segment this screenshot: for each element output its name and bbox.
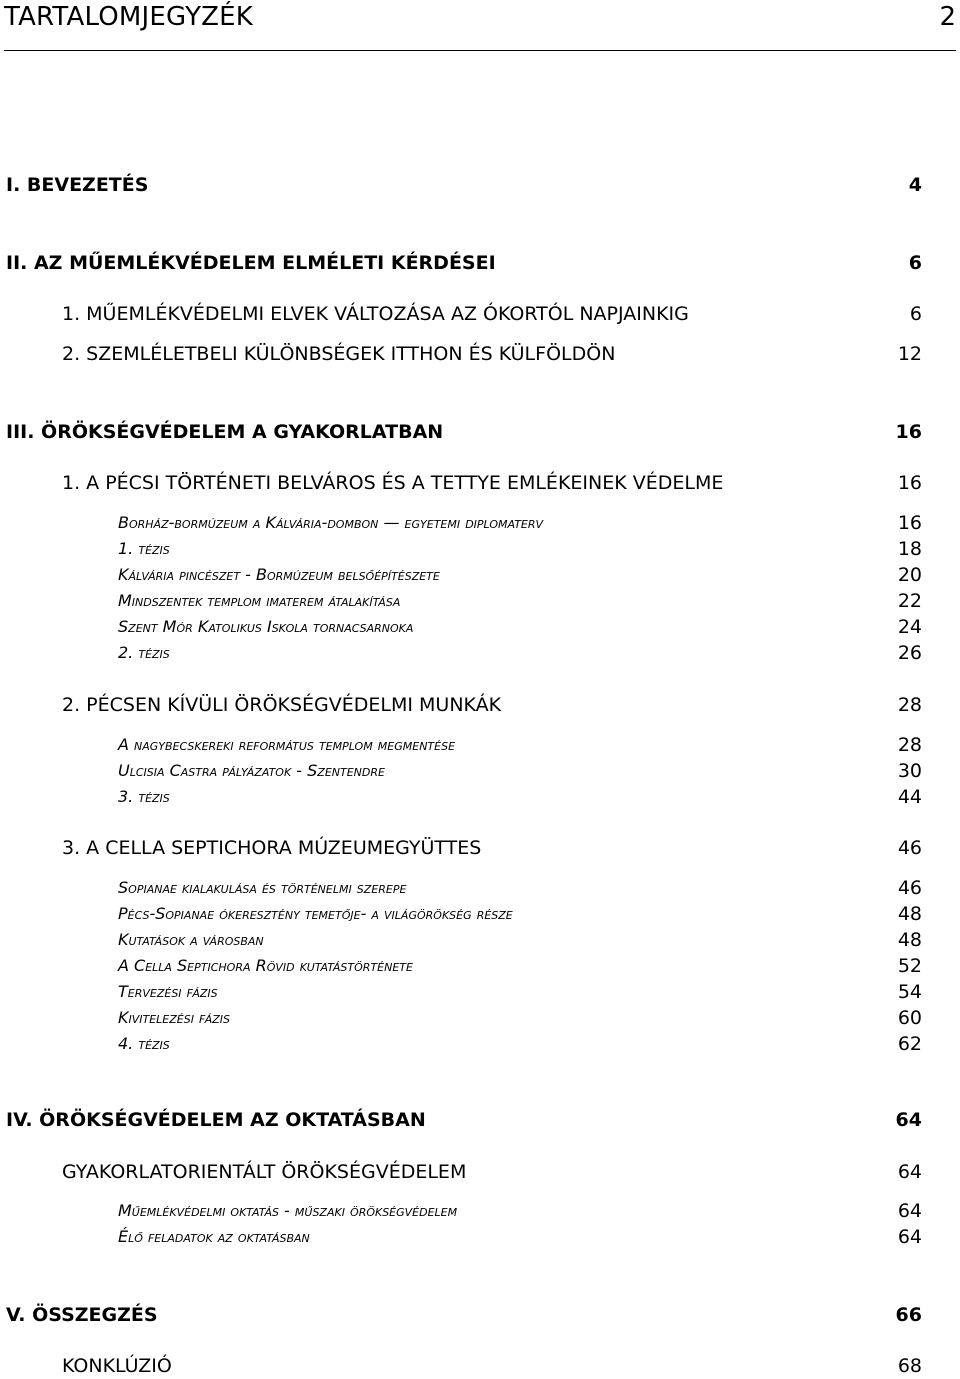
toc-entry[interactable] <box>0 1107 960 1133</box>
toc-entry[interactable] <box>0 614 960 640</box>
toc-entry-title: 3. A CELLA SEPTICHORA MÚZEUMEGYÜTTES <box>62 837 482 859</box>
toc-entry[interactable] <box>0 901 960 927</box>
toc-entry-title: KONKLÚZIÓ <box>62 1355 172 1377</box>
toc-entry[interactable] <box>0 1159 960 1185</box>
toc-entry-title: Kálvária pincészet - Bormúzeum belsőépítészete <box>118 565 440 584</box>
page-number: 2 <box>939 2 956 32</box>
toc-entry-title: Szent Mór Katolikus Iskola tornacsarnoka <box>118 617 414 636</box>
toc-entry-page: 48 <box>897 903 922 925</box>
toc-entry-title: Borház-bormúzeum a Kálvária-dombon — egyetemi diplomaterv <box>118 513 544 532</box>
toc-entry-title: Sopianae kialakulása és történelmi szerepe <box>118 878 407 897</box>
toc-header <box>0 0 960 54</box>
toc-entry-title: I. BEVEZETÉS <box>6 174 149 196</box>
toc-entry[interactable] <box>0 536 960 562</box>
toc-entry-title: Tervezési fázis <box>118 982 218 1001</box>
toc-entry-page: 12 <box>897 343 922 365</box>
toc-entry[interactable] <box>0 250 960 276</box>
toc-entry-title: II. AZ MŰEMLÉKVÉDELEM ELMÉLETI KÉRDÉSEI <box>6 252 496 274</box>
toc-entry-title: 1. MŰEMLÉKVÉDELMI ELVEK VÁLTOZÁSA AZ ÓKORTÓL NAPJAINKIG <box>62 303 689 325</box>
toc-entry[interactable] <box>0 732 960 758</box>
toc-entry-title: Kivitelezési fázis <box>118 1008 231 1027</box>
toc-entry-page: 62 <box>897 1033 922 1055</box>
toc-entry[interactable] <box>0 979 960 1005</box>
toc-entry[interactable] <box>0 1353 960 1379</box>
toc-entry[interactable] <box>0 835 960 861</box>
toc-entry[interactable] <box>0 301 960 327</box>
toc-entry[interactable] <box>0 1198 960 1224</box>
toc-entry-title: III. ÖRÖKSÉGVÉDELEM A GYAKORLATBAN <box>6 421 444 443</box>
toc-entry-title: Kutatások a városban <box>118 930 264 949</box>
toc-entry[interactable] <box>0 640 960 666</box>
toc-entry-title: A Cella Septichora Rövid kutatástörténete <box>118 956 413 975</box>
toc-entry[interactable] <box>0 341 960 367</box>
toc-entry[interactable] <box>0 875 960 901</box>
toc-entry-title: 3. tézis <box>118 787 170 806</box>
toc-entry-page: 48 <box>897 929 922 951</box>
toc-entry[interactable] <box>0 588 960 614</box>
toc-entry[interactable] <box>0 1005 960 1031</box>
toc-entry[interactable] <box>0 510 960 536</box>
toc-entry-title: 2. tézis <box>118 643 170 662</box>
toc-entry-title: IV. ÖRÖKSÉGVÉDELEM AZ OKTATÁSBAN <box>6 1109 426 1131</box>
toc-entry[interactable] <box>0 470 960 496</box>
toc-entry-title: 1. A PÉCSI TÖRTÉNETI BELVÁROS ÉS A TETTYE EMLÉKEINEK VÉDELME <box>62 472 724 494</box>
toc-entry-page: 28 <box>897 694 922 716</box>
toc-entry-page: 66 <box>895 1304 922 1326</box>
toc-entry[interactable] <box>0 562 960 588</box>
toc-entry-title: Műemlékvédelmi oktatás - műszaki örökségvédelem <box>118 1201 458 1220</box>
toc-entry-page: 46 <box>897 837 922 859</box>
toc-entry-page: 30 <box>897 760 922 782</box>
toc-entry-page: 60 <box>897 1007 922 1029</box>
toc-entry-page: 64 <box>897 1200 922 1222</box>
toc-entry[interactable] <box>0 1224 960 1250</box>
toc-entry-page: 24 <box>897 616 922 638</box>
toc-entry-page: 20 <box>897 564 922 586</box>
toc-entry[interactable] <box>0 1031 960 1057</box>
toc-entry-title: Élő feladatok az oktatásban <box>118 1227 310 1246</box>
toc-entry-page: 44 <box>897 786 922 808</box>
toc-entry-page: 68 <box>897 1355 922 1377</box>
toc-entry[interactable] <box>0 927 960 953</box>
toc-entry-page: 16 <box>895 421 922 443</box>
toc-entry-page: 64 <box>895 1109 922 1131</box>
toc-entry-page: 28 <box>897 734 922 756</box>
page-title: TARTALOMJEGYZÉK <box>4 2 254 32</box>
toc-entry-title: A nagybecskereki református templom megmentése <box>118 735 456 754</box>
toc-entry-title: Pécs-Sopianae ókeresztény temetője- a világörökség része <box>118 904 513 923</box>
toc-entry-title: Ulcisia Castra pályázatok - Szentendre <box>118 761 385 780</box>
toc-entry-page: 64 <box>897 1161 922 1183</box>
header-divider <box>4 50 956 51</box>
toc-entry-page: 16 <box>897 512 922 534</box>
toc-entry[interactable] <box>0 1302 960 1328</box>
toc-entry[interactable] <box>0 784 960 810</box>
toc-entry-page: 46 <box>897 877 922 899</box>
toc-entry[interactable] <box>0 953 960 979</box>
toc-entry-page: 52 <box>897 955 922 977</box>
toc-entry[interactable] <box>0 758 960 784</box>
toc-entry-title: 1. tézis <box>118 539 170 558</box>
toc-entry-page: 18 <box>897 538 922 560</box>
toc-entry-page: 6 <box>908 252 922 274</box>
toc-entry-page: 16 <box>897 472 922 494</box>
toc-entry-page: 26 <box>897 642 922 664</box>
toc-entry-title: 4. tézis <box>118 1034 170 1053</box>
toc-entry-page: 54 <box>897 981 922 1003</box>
toc-entry-title: 2. SZEMLÉLETBELI KÜLÖNBSÉGEK ITTHON ÉS KÜLFÖLDÖN <box>62 343 616 365</box>
toc-entry-page: 4 <box>908 174 922 196</box>
toc-entry-title: 2. PÉCSEN KÍVÜLI ÖRÖKSÉGVÉDELMI MUNKÁK <box>62 694 502 716</box>
toc-entry[interactable] <box>0 692 960 718</box>
toc-entry[interactable] <box>0 172 960 198</box>
toc-entry-page: 6 <box>909 303 922 325</box>
toc-entry-title: Mindszentek templom imaterem átalakítása <box>118 591 401 610</box>
toc-entry-page: 22 <box>897 590 922 612</box>
toc-entry-title: V. ÖSSZEGZÉS <box>6 1304 158 1326</box>
toc-entry-page: 64 <box>897 1226 922 1248</box>
toc-entry[interactable] <box>0 419 960 445</box>
toc-entry-title: GYAKORLATORIENTÁLT ÖRÖKSÉGVÉDELEM <box>62 1161 467 1183</box>
